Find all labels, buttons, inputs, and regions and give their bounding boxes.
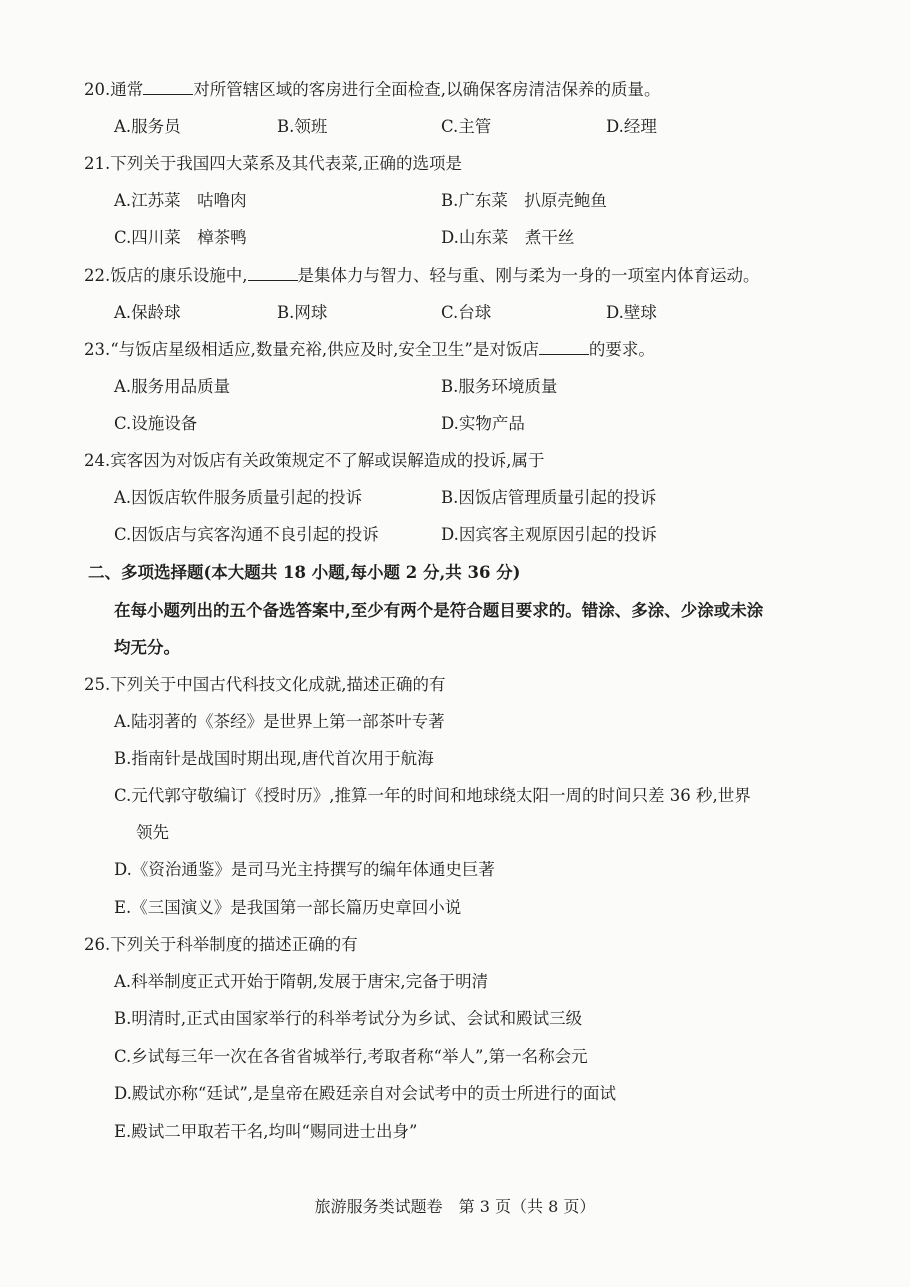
section-2-instructions-line-1: 在每小题列出的五个备选答案中,至少有两个是符合题目要求的。错涂、多涂、少涂或未涂 bbox=[114, 601, 764, 620]
question-23-options-row-1 bbox=[0, 375, 910, 399]
question-20-options bbox=[0, 115, 910, 139]
option-c: C.四川菜 樟茶鸭 bbox=[114, 228, 247, 247]
question-22-options bbox=[0, 301, 910, 325]
option-d: D.因宾客主观原因引起的投诉 bbox=[441, 525, 657, 544]
option-a: A.服务用品质量 bbox=[114, 377, 231, 396]
section-2-title: 二、多项选择题(本大题共 18 小题,每小题 2 分,共 36 分) bbox=[88, 563, 521, 582]
question-20-stem bbox=[0, 78, 910, 102]
question-24-options-row-2 bbox=[0, 523, 910, 547]
option-d: D.实物产品 bbox=[441, 414, 525, 433]
section-2-instructions-line-2: 均无分。 bbox=[114, 638, 180, 657]
option-d: D.殿试亦称“廷试”,是皇帝在殿廷亲自对会试考中的贡士所进行的面试 bbox=[114, 1084, 617, 1103]
option-b: B.指南针是战国时期出现,唐代首次用于航海 bbox=[114, 749, 434, 768]
page-footer: 旅游服务类试题卷 第 3 页（共 8 页） bbox=[314, 1197, 596, 1216]
question-23-stem bbox=[0, 338, 910, 362]
option-d: D.经理 bbox=[606, 117, 657, 136]
option-a: A.因饭店软件服务质量引起的投诉 bbox=[114, 488, 363, 507]
option-a: A.科举制度正式开始于隋朝,发展于唐宋,完备于明清 bbox=[114, 972, 489, 991]
option-c: C.设施设备 bbox=[114, 414, 198, 433]
option-b: B.因饭店管理质量引起的投诉 bbox=[441, 488, 657, 507]
option-a: A.陆羽著的《茶经》是世界上第一部茶叶专著 bbox=[114, 712, 445, 731]
option-c: C.因饭店与宾客沟通不良引起的投诉 bbox=[114, 525, 379, 544]
answer-blank bbox=[143, 78, 193, 95]
option-b: B.网球 bbox=[277, 303, 328, 322]
question-23-stem-post: 的要求。 bbox=[588, 340, 655, 359]
option-d: D.壁球 bbox=[606, 303, 657, 322]
option-c: C.台球 bbox=[441, 303, 492, 322]
option-c: C.乡试每三年一次在各省省城举行,考取者称“举人”,第一名称会元 bbox=[114, 1047, 588, 1066]
question-23-stem-pre: 23.“与饭店星级相适应,数量充裕,供应及时,安全卫生”是对饭店 bbox=[84, 340, 539, 359]
option-d: D.山东菜 煮干丝 bbox=[441, 228, 575, 247]
option-e: E.《三国演义》是我国第一部长篇历史章回小说 bbox=[114, 898, 462, 917]
question-24-options-row-1 bbox=[0, 486, 910, 510]
option-b: B.领班 bbox=[277, 117, 328, 136]
question-20-stem-post: 对所管辖区域的客房进行全面检查,以确保客房清洁保养的质量。 bbox=[193, 80, 661, 99]
option-d: D.《资治通鉴》是司马光主持撰写的编年体通史巨著 bbox=[114, 860, 495, 879]
question-25-stem: 25.下列关于中国古代科技文化成就,描述正确的有 bbox=[84, 675, 446, 694]
question-22-stem-pre: 22.饭店的康乐设施中, bbox=[84, 266, 248, 285]
answer-blank bbox=[248, 264, 298, 281]
option-a: A.江苏菜 咕噜肉 bbox=[114, 191, 247, 210]
option-c-continued: 领先 bbox=[136, 823, 169, 842]
option-a: A.保龄球 bbox=[114, 303, 181, 322]
option-a: A.服务员 bbox=[114, 117, 181, 136]
question-26-stem: 26.下列关于科举制度的描述正确的有 bbox=[84, 935, 358, 954]
option-b: B.明清时,正式由国家举行的科举考试分为乡试、会试和殿试三级 bbox=[114, 1009, 583, 1028]
option-e: E.殿试二甲取若干名,均叫“赐同进士出身” bbox=[114, 1122, 418, 1141]
question-21-options-row-1 bbox=[0, 189, 910, 213]
answer-blank bbox=[539, 338, 589, 355]
option-c: C.元代郭守敬编订《授时历》,推算一年的时间和地球绕太阳一周的时间只差 36 秒,世界 bbox=[114, 786, 751, 805]
question-22-stem-post: 是集体力与智力、轻与重、刚与柔为一身的一项室内体育运动。 bbox=[297, 266, 760, 285]
question-23-options-row-2 bbox=[0, 412, 910, 436]
question-21-options-row-2 bbox=[0, 226, 910, 250]
question-22-stem bbox=[0, 264, 910, 288]
option-b: B.服务环境质量 bbox=[441, 377, 558, 396]
option-c: C.主管 bbox=[441, 117, 492, 136]
question-24-stem: 24.宾客因为对饭店有关政策规定不了解或误解造成的投诉,属于 bbox=[84, 451, 545, 470]
option-b: B.广东菜 扒原壳鲍鱼 bbox=[441, 191, 607, 210]
question-21-stem: 21.下列关于我国四大菜系及其代表菜,正确的选项是 bbox=[84, 154, 462, 173]
question-20-stem-pre: 20.通常 bbox=[84, 80, 144, 99]
